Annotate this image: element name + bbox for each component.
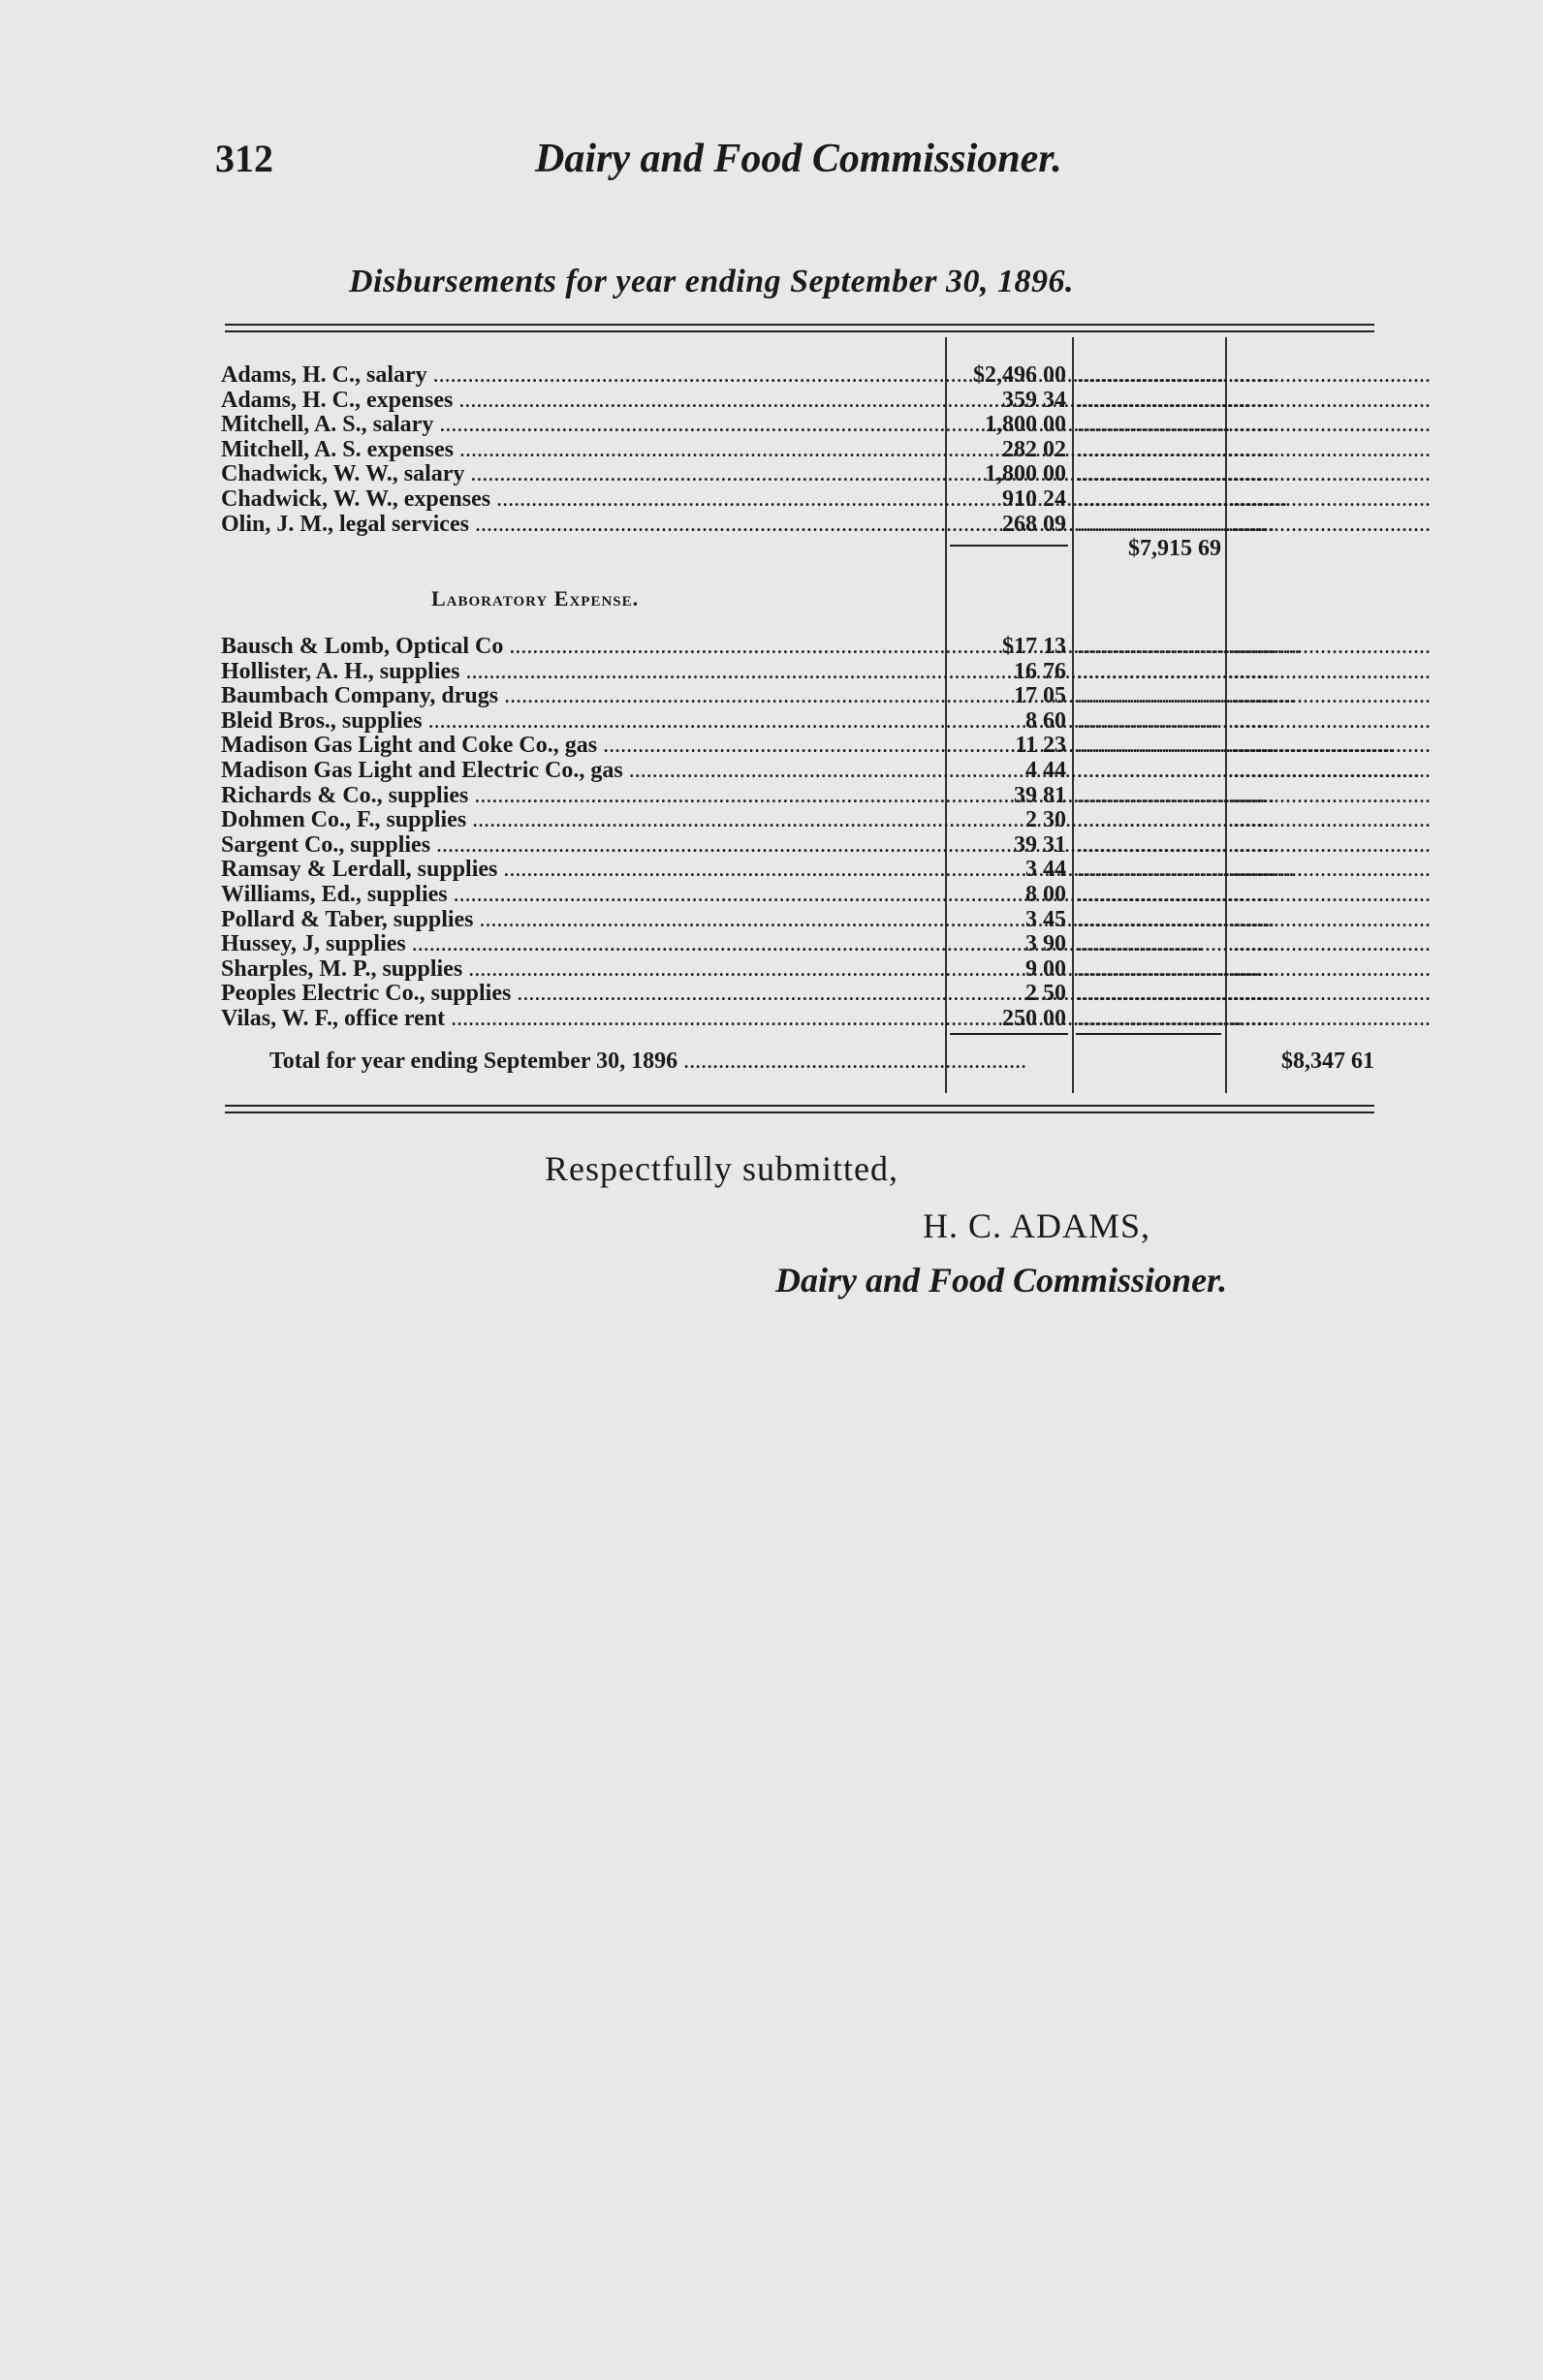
table-row <box>221 436 1431 462</box>
leader-dots: .................................. <box>1233 707 1431 734</box>
row-amount: 910 24 <box>1002 486 1066 512</box>
leader-dots: .................................. <box>1233 634 1431 659</box>
row-amount: 359 34 <box>1002 387 1066 413</box>
table-row <box>221 486 1431 512</box>
row-amount: 8 00 <box>1025 882 1066 907</box>
leader-dots: .................................. <box>1233 683 1431 709</box>
table-row <box>221 955 1431 982</box>
leader-dots: .................................. <box>1077 733 1275 759</box>
row-label: Madison Gas Light and Coke Co., gas ..... <box>221 733 933 758</box>
table-top-rule <box>225 324 1374 332</box>
signatory-name: H. C. ADAMS, <box>923 1206 1151 1245</box>
row-label: Pollard & Taber, supplies ..... <box>221 907 933 932</box>
leader-dots: .................................. <box>1233 362 1431 388</box>
row-amount: $17 13 <box>1002 634 1066 659</box>
row-label: Olin, J. M., legal services ..... <box>221 512 933 537</box>
row-amount: 3 90 <box>1025 931 1066 957</box>
row-label: Hollister, A. H., supplies ..... <box>221 659 933 684</box>
leader-dots: .................................. <box>1233 931 1431 957</box>
row-label: Sharples, M. P., supplies ..... <box>221 956 933 982</box>
total-value: $8,347 61 <box>1281 1049 1374 1074</box>
table-row <box>221 707 1431 734</box>
lab-rule-1 <box>950 1033 1068 1035</box>
table-row <box>221 461 1431 487</box>
leader-dots: .................................. <box>1077 831 1275 858</box>
row-amount: 39 31 <box>1014 831 1066 858</box>
leader-dots: .................................. <box>1233 782 1431 808</box>
salaries-subtotal-rule <box>950 545 1068 547</box>
row-amount: $2,496 00 <box>973 362 1066 388</box>
row-label: Dohmen Co., F., supplies ..... <box>221 807 933 832</box>
leader-dots: .................................. <box>1233 511 1431 537</box>
row-label: Williams, Ed., supplies ..... <box>221 882 933 907</box>
leader-dots: .................................. <box>1233 831 1431 858</box>
row-label: Hussey, J, supplies ..... <box>221 931 933 956</box>
row-label: Adams, H. C., expenses ..... <box>221 388 933 413</box>
table-row <box>221 758 1431 783</box>
page-header <box>215 136 1417 194</box>
row-label: Madison Gas Light and Electric Co., gas ..... <box>221 758 933 783</box>
row-amount: 3 44 <box>1025 857 1066 883</box>
leader-dots: .................................. <box>1077 981 1275 1007</box>
leader-dots: .................................. <box>1077 857 1275 883</box>
table-row <box>221 511 1431 537</box>
leader-dots: .................................. <box>1077 931 1275 957</box>
leader-dots: .................................. <box>1077 634 1275 659</box>
leader-dots: .................................. <box>1233 807 1431 833</box>
row-label: Sargent Co., supplies ..... <box>221 832 933 858</box>
table-row <box>221 634 1431 659</box>
row-amount: 17 05 <box>1014 683 1066 709</box>
row-label: Mitchell, A. S. expenses ..... <box>221 437 933 462</box>
leader-dots: .................................. <box>1077 412 1275 438</box>
row-label: Baumbach Company, drugs ..... <box>221 683 933 708</box>
page-number: 312 <box>215 137 273 180</box>
table-row <box>221 857 1431 883</box>
row-label: Mitchell, A. S., salary ..... <box>221 412 933 437</box>
leader-dots: .................................. <box>1233 436 1431 462</box>
table-row <box>221 683 1431 709</box>
leader-dots: .................................. <box>1077 758 1275 783</box>
row-amount: 8 60 <box>1025 707 1066 734</box>
leader-dots: .................................. <box>1077 436 1275 462</box>
table-row <box>221 981 1431 1007</box>
row-amount: 16 76 <box>1014 658 1066 684</box>
leader-dots: .................................. <box>1077 906 1275 932</box>
row-label: Chadwick, W. W., expenses ..... <box>221 486 933 512</box>
row-amount: 39 81 <box>1014 782 1066 808</box>
leader-dots: .................................. <box>1233 906 1431 932</box>
running-title: Dairy and Food Commissioner. <box>535 137 1062 181</box>
leader-dots: .................................. <box>1233 658 1431 684</box>
row-label: Peoples Electric Co., supplies ..... <box>221 981 933 1006</box>
leader-dots: .................................. <box>1233 857 1431 883</box>
row-amount: 1,800 00 <box>985 412 1066 438</box>
row-amount: 282 02 <box>1002 436 1066 462</box>
leader-dots: .................................. <box>1077 362 1275 388</box>
table-row <box>221 782 1431 808</box>
table-row <box>221 412 1431 438</box>
closing-salutation: Respectfully submitted, <box>545 1149 898 1188</box>
row-label: Richards & Co., supplies ..... <box>221 783 933 808</box>
leader-dots: .................................. <box>1233 981 1431 1007</box>
leader-dots: .................................. <box>1077 461 1275 487</box>
table-row <box>221 658 1431 684</box>
leader-dots: .................................. <box>1233 486 1431 512</box>
leader-dots: .................................. <box>1233 733 1431 759</box>
leader-dots: .................................. <box>1077 1006 1275 1031</box>
table-row <box>221 906 1431 932</box>
salaries-subtotal: $7,915 69 <box>1128 536 1221 561</box>
leader-dots: .................................. <box>1233 758 1431 783</box>
row-amount: 11 23 <box>1015 733 1066 759</box>
row-label: Chadwick, W. W., salary ..... <box>221 461 933 486</box>
leader-dots: .................................. <box>1077 486 1275 512</box>
laboratory-heading: Laboratory Expense. <box>431 586 640 611</box>
leader-dots: .................................. <box>1077 782 1275 808</box>
row-label: Ramsay & Lerdall, supplies ..... <box>221 857 933 882</box>
leader-dots: .................................. <box>1233 1006 1431 1031</box>
leader-dots: .................................. <box>1077 707 1275 734</box>
table-row <box>221 807 1431 833</box>
table-bottom-rule <box>225 1105 1374 1113</box>
row-amount: 1,800 00 <box>985 461 1066 487</box>
row-label: Vilas, W. F., office rent ..... <box>221 1006 933 1031</box>
leader-dots: .................................. <box>1077 955 1275 982</box>
leader-dots: .................................. <box>1233 412 1431 438</box>
signatory-title: Dairy and Food Commissioner. <box>775 1261 1228 1300</box>
leader-dots: .................................. <box>1077 511 1275 537</box>
table-row <box>221 362 1431 388</box>
row-amount: 250 00 <box>1002 1006 1066 1031</box>
leader-dots: .................................. <box>1077 882 1275 907</box>
table-title: Disbursements for year ending September 30, 1896. <box>349 264 1074 299</box>
leader-dots: .................................. <box>1077 683 1275 709</box>
row-amount: 2 50 <box>1025 981 1066 1007</box>
table-row <box>221 387 1431 413</box>
lab-rule-2 <box>1076 1033 1221 1035</box>
leader-dots: .................................. <box>1233 955 1431 982</box>
row-amount: 4 44 <box>1025 758 1066 783</box>
leader-dots: .................................. <box>1077 807 1275 833</box>
table-row <box>221 1006 1431 1031</box>
row-amount: 268 09 <box>1002 511 1066 537</box>
row-amount: 3 45 <box>1025 906 1066 932</box>
row-label: Bleid Bros., supplies ..... <box>221 708 933 734</box>
leader-dots: .................................. <box>1233 882 1431 907</box>
row-label: Bausch & Lomb, Optical Co ..... <box>221 634 933 659</box>
row-amount: 9 00 <box>1025 955 1066 982</box>
row-amount: 2 30 <box>1025 807 1066 833</box>
table-row <box>221 931 1431 957</box>
leader-dots: .................................. <box>1233 461 1431 487</box>
table-row <box>221 831 1431 858</box>
total-label: Total for year ending September 30, 1896 ..... <box>269 1049 936 1075</box>
table-row <box>221 733 1431 759</box>
leader-dots: .................................. <box>1077 658 1275 684</box>
table-row <box>221 882 1431 907</box>
row-label: Adams, H. C., salary ..... <box>221 362 933 388</box>
leader-dots: .................................. <box>1077 387 1275 413</box>
leader-dots: .................................. <box>1233 387 1431 413</box>
